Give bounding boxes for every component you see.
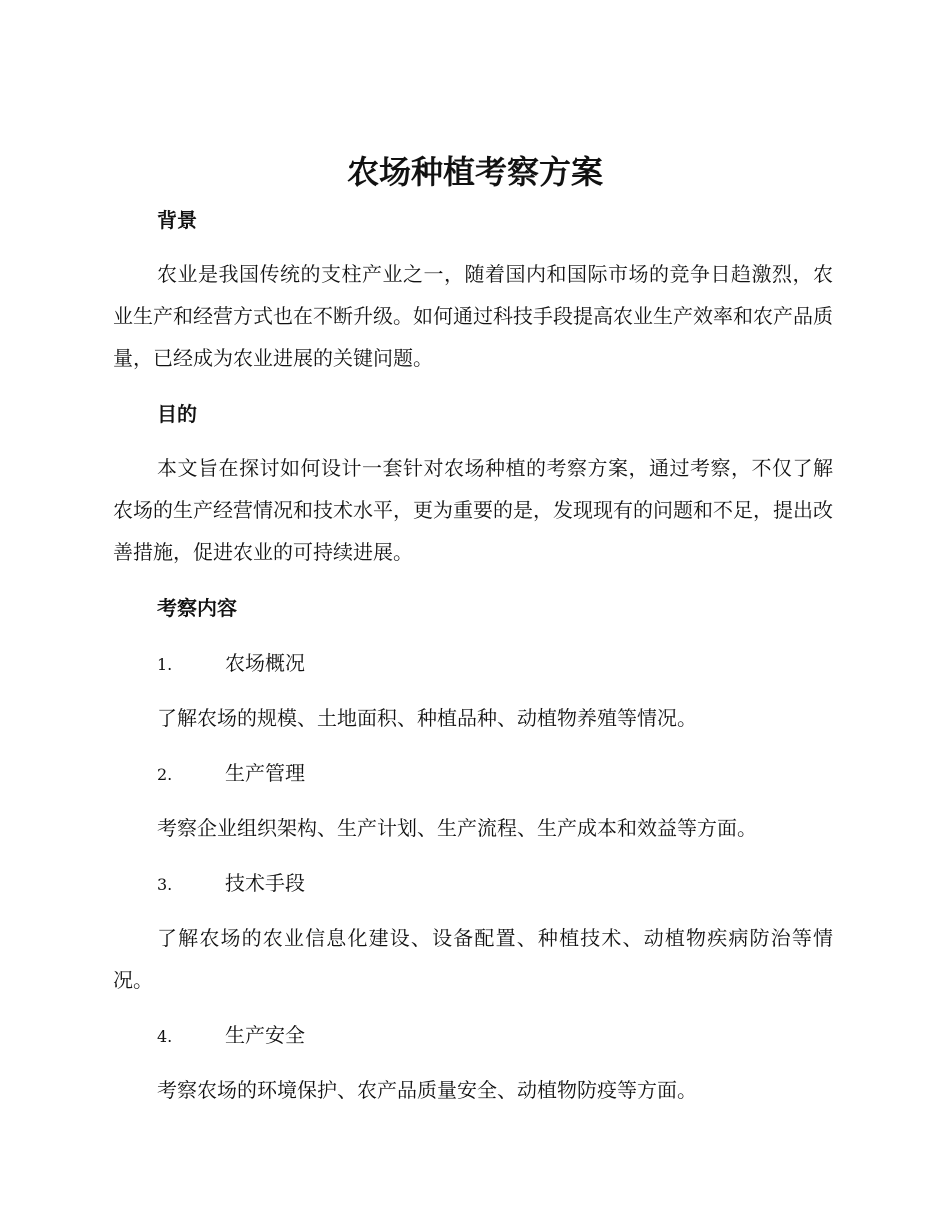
list-number: 4. — [157, 1027, 173, 1046]
list-number: 1. — [157, 655, 173, 674]
list-description-1: 了解农场的规模、土地面积、种植品种、动植物养殖等情况。 — [157, 706, 697, 730]
list-number: 3. — [157, 875, 173, 894]
section-heading-background: 背景 — [157, 208, 197, 232]
list-item-4 — [157, 1021, 305, 1049]
list-item-2 — [157, 759, 305, 787]
list-item-1 — [157, 649, 305, 677]
list-label: 生产安全 — [225, 1023, 305, 1047]
list-item-3 — [157, 869, 305, 897]
background-paragraph: 农业是我国传统的支柱产业之一，随着国内和国际市场的竞争日趋激烈，农业生产和经营方式也在不断升级。如何通过科技手段提高农业生产效率和农产品质量，已经成为农业进展的关键问题。 — [113, 262, 833, 370]
list-label: 生产管理 — [225, 761, 305, 785]
list-number: 2. — [157, 765, 173, 784]
purpose-paragraph: 本文旨在探讨如何设计一套针对农场种植的考察方案，通过考察，不仅了解农场的生产经营情况和技术水平，更为重要的是，发现现有的问题和不足，提出改善措施，促进农业的可持续进展。 — [113, 456, 833, 564]
list-label: 技术手段 — [225, 871, 305, 895]
list-label: 农场概况 — [225, 651, 305, 675]
section-heading-purpose: 目的 — [157, 402, 197, 426]
list-description-2: 考察企业组织架构、生产计划、生产流程、生产成本和效益等方面。 — [157, 816, 757, 840]
list-description-4: 考察农场的环境保护、农产品质量安全、动植物防疫等方面。 — [157, 1078, 697, 1102]
section-heading-content: 考察内容 — [157, 596, 237, 620]
document-title: 农场种植考察方案 — [346, 153, 603, 191]
list-description-3: 了解农场的农业信息化建设、设备配置、种植技术、动植物疾病防治等情况。 — [113, 926, 833, 992]
